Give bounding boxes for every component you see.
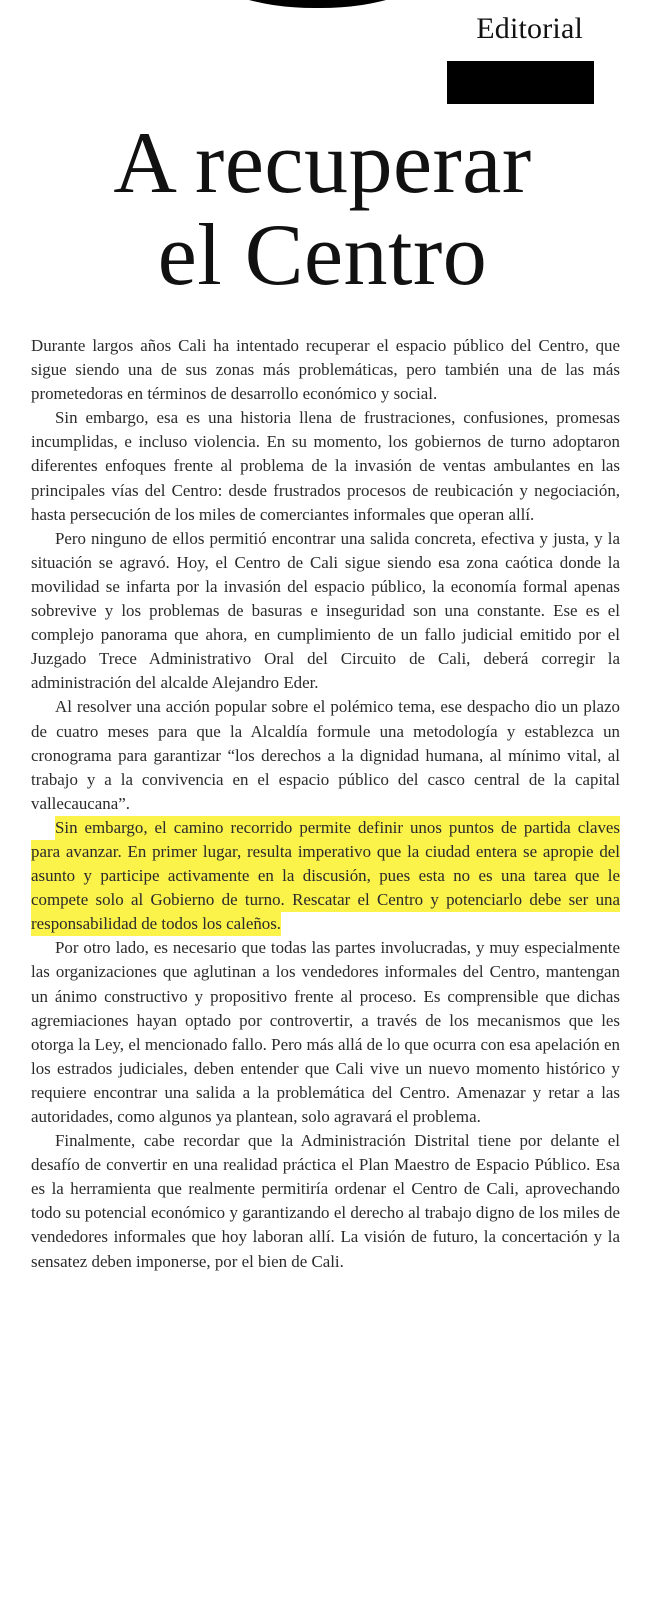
paragraph-2: Sin embargo, esa es una historia llena de frustraciones, confusiones, promesas incumplidas, e incluso violencia. En su momento, los gobiernos de turno adoptaron diferentes enfoques frente al problema de la invasión de ventas ambulantes en las principales vías del Centro: desde frustrados procesos de reubicación y negociación, hasta persecución de los miles de comerciantes informales que operan allí. — [31, 408, 620, 524]
paragraph-5-highlighted — [31, 816, 620, 936]
section-bar — [447, 61, 594, 104]
paragraph-4: Al resolver una acción popular sobre el polémico tema, ese despacho dio un plazo de cuatro meses para que la Alcaldía formule una metodología y establezca un cronograma para garantizar “los derechos a la dignidad humana, al mínimo vital, al trabajo y a la convivencia en el espacio público del casco central de la capital vallecaucana”. — [31, 697, 620, 813]
paragraph-3: Pero ninguno de ellos permitió encontrar una salida concreta, efectiva y justa, y la situación se agravó. Hoy, el Centro de Cali sigue siendo esa zona caótica donde la movilidad se infarta por la invasión del espacio público, la economía formal apenas sobrevive y los problemas de basuras e inseguridad son una constante. Ese es el complejo panorama que ahora, en cumplimiento de un fallo judicial emitido por el Juzgado Trece Administrativo Oral del Circuito de Cali, deberá corregir la administración del alcalde Alejandro Eder. — [31, 528, 620, 693]
section-label: Editorial — [476, 12, 583, 45]
paragraph-6: Por otro lado, es necesario que todas las partes involucradas, y muy especialmente las organizaciones que aglutinan a los vendedores informales del Centro, mantengan un ánimo constructivo y propositivo frente al proceso. Es comprensible que dichas agremiaciones hayan optado por controvertir, a través de los mecanismos que les otorga la Ley, el mencionado fallo. Pero más allá de lo que ocurra con esa apelación en los estrados judiciales, deben entender que Cali vive un nuevo momento histórico y requiere encontrar una salida a la problemática del Centro. Amenazar y retar a las autoridades, como algunos ya plantean, solo agravará el problema. — [31, 938, 620, 1126]
headline-line-1: A recuperar — [113, 115, 532, 212]
article-headline — [0, 115, 645, 304]
paragraph-1: Durante largos años Cali ha intentado recuperar el espacio público del Centro, que sigue siendo una de sus zonas más problemáticas, pero también una de las más prometedoras en términos de desarrollo económico y social. — [31, 336, 620, 404]
highlighted-text: Sin embargo, el camino recorrido permite definir unos puntos de partida claves para avanzar. En primer lugar, resulta imperativo que la ciudad entera se apropie del asunto y participe activamente en la discusión, pues esta no es una tarea que le compete solo al Gobierno de turno. Rescatar el Centro y potenciarlo debe ser una responsabilidad de todos los caleños. — [31, 816, 620, 936]
paragraph-7: Finalmente, cabe recordar que la Administración Distrital tiene por delante el desafío de convertir en una realidad práctica el Plan Maestro de Espacio Público. Esa es la herramienta que realmente permitiría ordenar el Centro de Cali, aprovechando todo su potencial económico y garantizando el derecho al trabajo digno de los miles de vendedores informales que hoy laboran allí. La visión de futuro, la concertación y la sensatez deben imponerse, por el bien de Cali. — [31, 1131, 620, 1271]
article-body — [31, 334, 620, 1274]
headline-line-2: el Centro — [157, 207, 488, 304]
masthead-graphic — [205, 0, 430, 8]
